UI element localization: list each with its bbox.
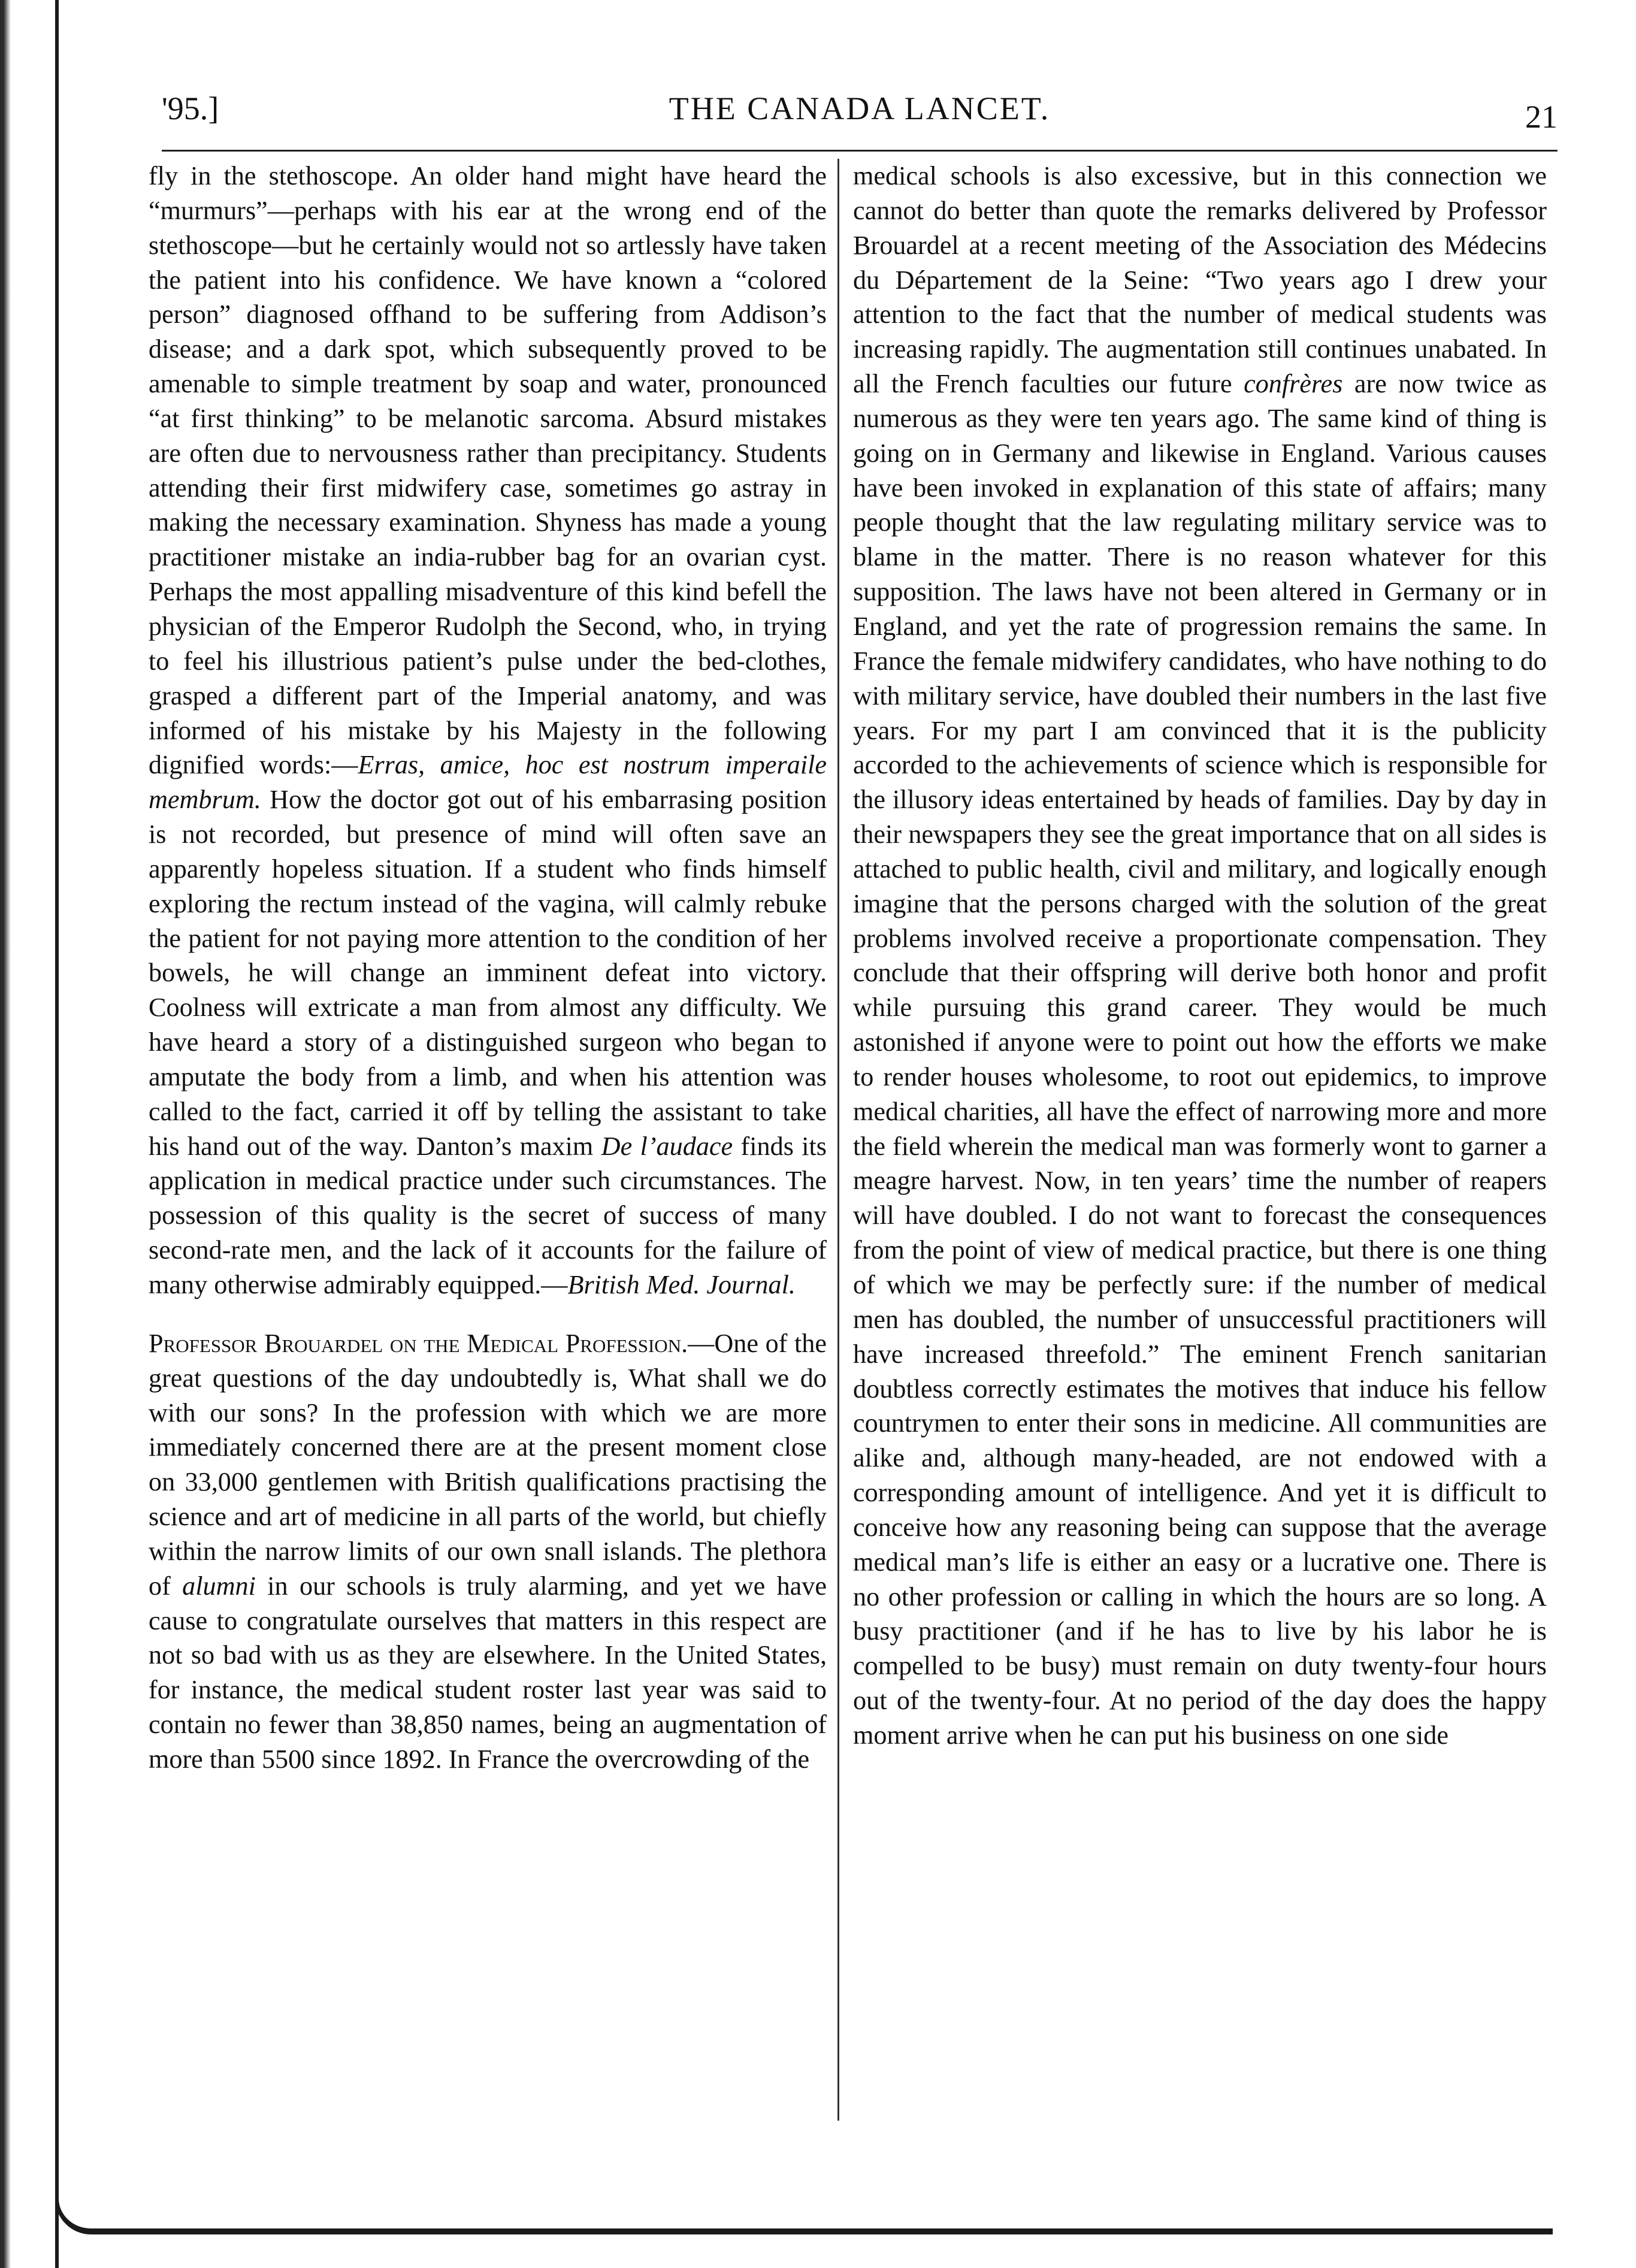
right-column (853, 159, 1547, 1753)
source-citation: British Med. Journal. (567, 1270, 796, 1299)
journal-title: THE CANADA LANCET. (669, 90, 1051, 126)
latin-quote: Erras, amice, hoc est nostrum imperaile membrum. (149, 750, 827, 815)
paragraph-text: —One of the great questions of the day undoubtedly is, What shall we do with our sons? In the profession with which we are more immediately concerned there are at the present moment close on 33,000 gentlemen with British qualifications practising the science and art of medicine in all parts of the world, but chiefly within the narrow limits of our own snall islands. The plethora of (149, 1328, 827, 1601)
paragraph-text: are now twice as numerous as they were ten years ago. The same kind of thing is going on in Germany and likewise in England. Various causes have been invoked in explanation of this state of affairs; many people thought that the law regulating military service was to blame in the matter. There is no reason whatever for this supposition. The laws have not been altered in Germany or in England, and yet the rate of progression remains the same. In France the female midwifery candidates, who have nothing to do with military service, have doubled their numbers in the last five years. For my part I am convinced that it is the publicity accorded to the achievements of science which is responsible for the illusory ideas entertained by heads of families. Day by day in their newspapers they see the great importance that on all sides is attached to public health, civil and military, and logically enough imagine that the persons charged with the solution of the great problems involved receive a proportionate compensation. They conclude that their offspring will derive both honor and profit while pursuing this grand career. They would be much astonished if anyone were to point out how the efforts we make to render houses wholesome, to root out epidemics, to improve medical charities, all have the effect of narrowing more and more the field wherein the medical man was formerly wont to garner a meagre harvest. Now, in ten years’ time the number of reapers will have doubled. I do not want to forecast the consequences from the point of view of medical practice, but there is one thing of which we may be perfectly sure: if the number of medical men has doubled, the number of unsuccessful practitioners will have increased threefold.” The eminent French sanitarian doubtless correctly estimates the motives that induce his fellow countrymen to enter their sons in medicine. All communities are alike and, although many-headed, are not endowed with a corresponding amount of intelligence. And yet it is difficult to conceive how any reasoning being can suppose that the average medical man’s life is either an easy or a lucrative one. There is no other profession or calling in which the hours are so long. A busy practitioner (and if he has to live by his labor he is compelled to be busy) must remain on duty twenty-four hours out of the twenty-four. At no period of the day does the happy moment arrive when he can put his business on one side (853, 369, 1547, 1750)
binding-edge-line (55, 0, 59, 2268)
article-continuation-paragraph (149, 159, 827, 1302)
section-gap (149, 1302, 827, 1326)
paragraph-text: in our schools is truly alarming, and yet we have cause to congratulate ourselves that matters in this respect are not so bad with us as they are elsewhere. In the United States, for instance, the medical student roster last year was said to contain no fewer than 38,850 names, being an augmentation of more than 5500 since 1892. In France the overcrowding of the (149, 1571, 827, 1774)
article-opening-paragraph (149, 1326, 827, 1777)
column-divider (837, 159, 839, 2121)
article-body-paragraph (853, 159, 1547, 1753)
italic-term: alumni (182, 1571, 256, 1601)
running-header (162, 90, 1558, 144)
paragraph-text: How the doctor got out of his embarrasing position is not recorded, but presence of mind will often save an apparently hopeless situation. If a student who finds himself exploring the rectum instead of the vagina, will calmly rebuke the patient for not paying more attention to the condition of her bowels, he will change an imminent defeat into victory. Coolness will extricate a man from almost any difficulty. We have heard a story of a distinguished surgeon who began to amputate the body from a limb, and when his attention was called to the fact, carried it off by telling the assistant to take his hand out of the way. Danton’s maxim (149, 785, 827, 1161)
italic-term: confrères (1244, 369, 1343, 399)
binding-corner (55, 2157, 1553, 2234)
page-number: 21 (1525, 99, 1558, 135)
header-date: '95.] (162, 90, 219, 126)
paragraph-text: finds its application in medical practice under such circumstances. The possession of this quality is the secret of success of many second-rate men, and the lack of it accounts for the failure of many otherwise admirably equipped.— (149, 1131, 827, 1299)
left-column (149, 159, 827, 1777)
french-maxim: De l’audace (601, 1131, 733, 1161)
article-heading: Professor Brouardel on the Medical Profession. (149, 1328, 688, 1358)
paragraph-text: medical schools is also excessive, but in this connection we cannot do better than quote the remarks delivered by Professor Brouardel at a recent meeting of the Association des Médecins du Département de la Seine: “Two years ago I drew your attention to the fact that the number of medical students was increasing rapidly. The augmentation still continues unabated. In all the French faculties our future (853, 161, 1547, 399)
paragraph-text: fly in the stethoscope. An older hand might have heard the “murmurs”—perhaps with his ear at the wrong end of the stethoscope—but he certainly would not so artlessly have taken the patient into his confidence. We have known a “colored person” diagnosed offhand to be suffering from Addison’s disease; and a dark spot, which subsequently proved to be amenable to simple treatment by soap and water, pronounced “at first thinking” to be melanotic sarcoma. Absurd mistakes are often due to nervousness rather than precipitancy. Students attending their first midwifery case, sometimes go astray in making the necessary examination. Shyness has made a young practitioner mistake an india-rubber bag for an ovarian cyst. Perhaps the most appalling misadventure of this kind befell the physician of the Emperor Rudolph the Second, who, in trying to feel his illustrious patient’s pulse under the bed-clothes, grasped a different part of the Imperial anatomy, and was informed of his mistake by his Majesty in the following dignified words:— (149, 161, 827, 780)
header-rule (162, 150, 1558, 152)
